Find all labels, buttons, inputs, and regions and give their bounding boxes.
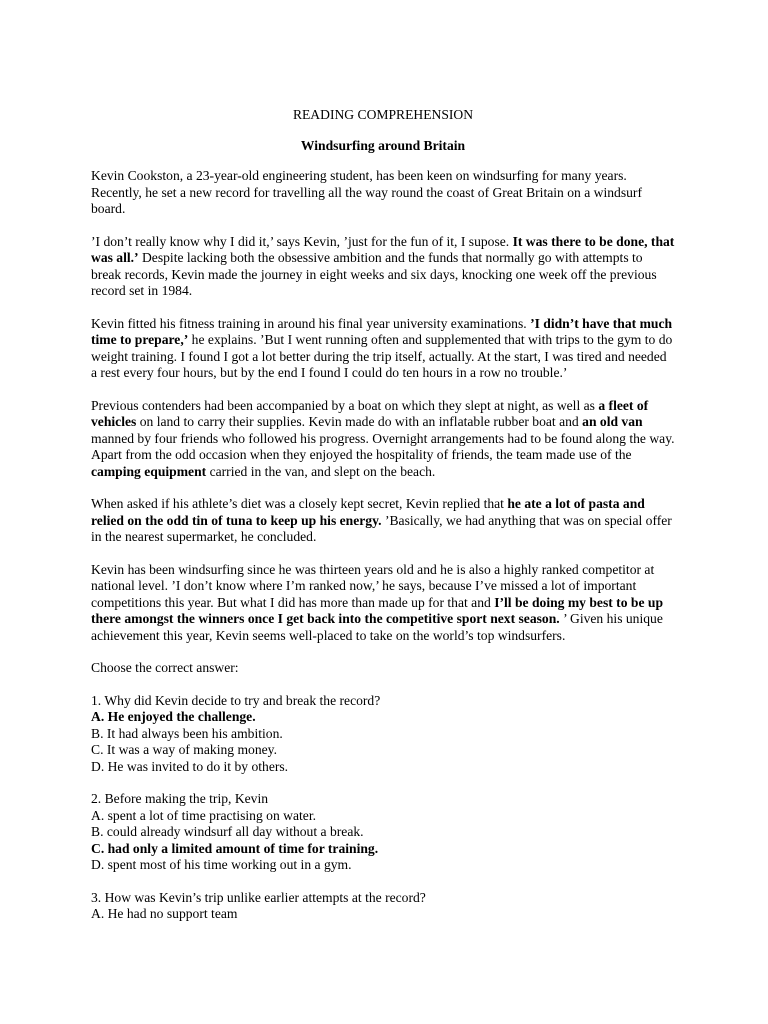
answer-option: D. spent most of his time working out in a gym. xyxy=(91,857,352,872)
article-paragraph xyxy=(91,562,675,645)
paragraph-text: Despite lacking both the obsessive ambition and the funds that normally go with attempts to break records, Kevin made the journey in eight weeks and six days, knocking one week off the previous record set in 1984. xyxy=(91,250,657,298)
question-list xyxy=(91,693,675,923)
question-text: 3. How was Kevin’s trip unlike earlier attempts at the record? xyxy=(91,889,426,905)
answer-option: B. could already windsurf all day without a break. xyxy=(91,824,364,839)
paragraph-text: ’ Given his unique achievement this year, Kevin seems well-placed to take on the world’s top windsurfers. xyxy=(91,611,663,643)
paragraph-text: he explains. ’But I went running often and supplemented that with trips to the gym to do weight training. I found I got a lot better during the trip itself, actually. At the start, I was tired and needed a rest every four hours, but by the end I found I could do ten hours in a row no trouble.’ xyxy=(91,332,673,380)
document-title: READING COMPREHENSION xyxy=(292,107,474,122)
article-paragraph xyxy=(91,496,675,546)
question-text: 1. Why did Kevin decide to try and break the record? xyxy=(91,692,381,708)
paragraph-text: Kevin Cookston, a 23-year-old engineering student, has been keen on windsurfing for many years. Recently, he set a new record for travelling all the way round the coast of Great Britain on a windsurf board. xyxy=(91,168,642,216)
article-body xyxy=(91,168,675,644)
document-page xyxy=(91,107,675,939)
paragraph-text: on land to carry their supplies. Kevin made do with an inflatable rubber boat and xyxy=(136,414,583,429)
paragraph-text: manned by four friends who followed his progress. Overnight arrangements had to be found along the way. Apart from the odd occasion when they enjoyed the hospitality of friends, the team made use of the xyxy=(91,430,675,462)
paragraph-text: When asked if his athlete’s diet was a closely kept secret, Kevin replied that xyxy=(91,496,508,511)
emphasis-text: I’ll be doing my best to be up there amongst the winners once I get back into the competitive sport next season. xyxy=(91,594,664,626)
question-block xyxy=(91,693,675,776)
article-paragraph xyxy=(91,398,675,481)
question-block xyxy=(91,890,675,923)
question-text: 2. Before making the trip, Kevin xyxy=(91,791,269,806)
answer-option-correct: A. He enjoyed the challenge. xyxy=(91,709,256,724)
paragraph-text: Previous contenders had been accompanied by a boat on which they slept at night, as well as xyxy=(91,397,599,413)
paragraph-text: ’I don’t really know why I did it,’ says Kevin, ’just for the fun of it, I supose. xyxy=(91,233,513,249)
emphasis-text: camping equipment xyxy=(91,463,207,479)
instruction-text: Choose the correct answer: xyxy=(91,660,239,675)
paragraph-text: Kevin has been windsurfing since he was thirteen years old and he is also a highly ranked competitor at national level. ’I don’t know where I’m ranked now,’ he says, because I’ve missed a lot of important competitions this year. But what I did has more than made up for that and xyxy=(91,561,655,610)
emphasis-text: an old van xyxy=(582,414,643,429)
paragraph-text: Kevin fitted his fitness training in around his final year university examinations. xyxy=(91,315,531,331)
question-block xyxy=(91,791,675,874)
answer-option: A. spent a lot of time practising on water. xyxy=(91,807,317,823)
article-paragraph xyxy=(91,234,675,300)
emphasis-text: he ate a lot of pasta and relied on the odd tin of tuna to keep up his energy. xyxy=(91,496,645,528)
emphasis-text: ’I didn’t have that much time to prepare,’ xyxy=(91,315,673,347)
emphasis-text: a fleet of vehicles xyxy=(91,397,649,429)
answer-option: C. It was a way of making money. xyxy=(91,742,277,757)
emphasis-text: It was there to be done, that was all.’ xyxy=(91,233,675,265)
answer-option: D. He was invited to do it by others. xyxy=(91,758,289,774)
paragraph-text: ’Basically, we had anything that was on special offer in the nearest supermarket, he concluded. xyxy=(91,512,672,544)
document-subtitle: Windsurfing around Britain xyxy=(300,137,466,153)
answer-option: B. It had always been his ambition. xyxy=(91,725,283,741)
answer-option: A. He had no support team xyxy=(91,906,238,921)
answer-option-correct: C. had only a limited amount of time for training. xyxy=(91,840,379,856)
paragraph-text: carried in the van, and slept on the beach. xyxy=(206,463,436,479)
article-paragraph xyxy=(91,168,675,218)
article-paragraph xyxy=(91,316,675,382)
